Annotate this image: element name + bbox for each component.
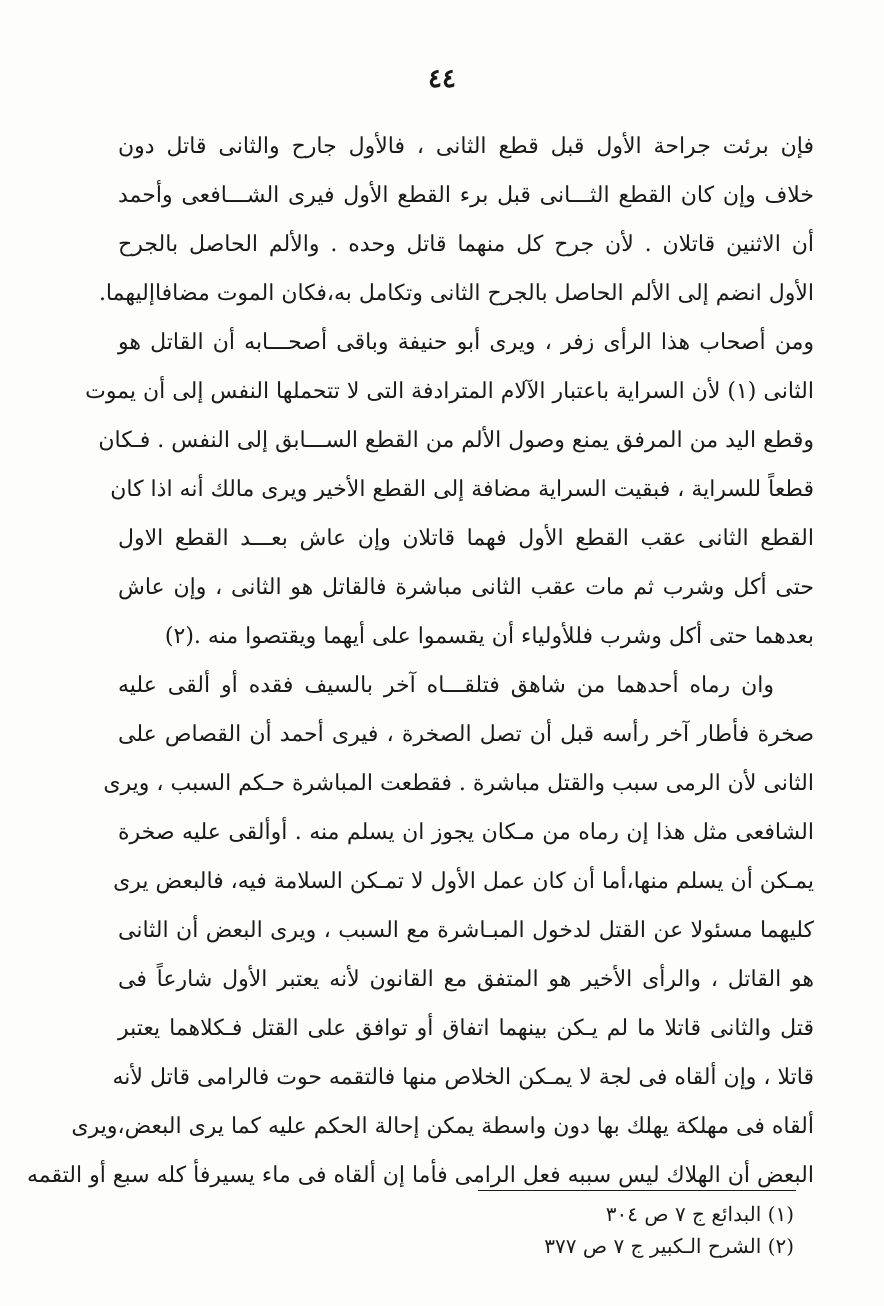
text-line: الثانى لأن الرمى سبب والقتل مباشرة . فقطعت المباشرة حـكم السبب ، ويرى <box>103 771 814 796</box>
text-line: الثانى (١) لأن السراية باعتبار الآلام المترادفة التى لا تتحملها النفس إلى أن يموت <box>85 379 814 404</box>
text-line: أن الاثنين قاتلان . لأن جرح كل منهما قاتل وحده . والألم الحاصل بالجرح <box>118 232 814 257</box>
footnotes <box>420 1198 794 1262</box>
text-line: وان رماه أحدهما من شاهق فتلقـــاه آخر بالسيف فقده أو ألقى عليه <box>118 673 774 698</box>
text-line: قطعاً للسراية ، فبقيت السراية مضافة إلى القطع الأخير ويرى مالك أنه اذا كان <box>110 477 814 502</box>
text-line: حتى أكل وشرب ثم مات عقب الثانى مباشرة فالقاتل هو الثانى ، وإن عاش <box>118 575 814 600</box>
body-text <box>26 122 814 1200</box>
text-line: بعدهما حتى أكل وشرب فللأولياء أن يقسموا على أيهما ويقتصوا منه .(٢) <box>164 624 814 649</box>
text-line: القطع الثانى عقب القطع الأول فهما قاتلان وإن عاش بعـــد القطع الاول <box>118 526 814 551</box>
text-line: البعض أن الهلاك ليس سببه فعل الرامى فأما إن ألقاه فى ماء يسيرفأ كله سبع أو التقمه <box>26 1163 814 1188</box>
page-number: ٤٤ <box>428 64 456 94</box>
text-line: قتل والثانى قاتلا ما لم يـكن بينهما اتفاق أو توافق على القتل فـكلاهما يعتبر <box>118 1016 814 1041</box>
text-line: كليهما مسئولا عن القتل لدخول المبـاشرة مع السبب ، ويرى البعض أن الثانى <box>118 918 814 943</box>
text-line: الشافعى مثل هذا إن رماه من مـكان يجوز ان يسلم منه . أوألقى عليه صخرة <box>118 820 814 845</box>
text-line: ومن أصحاب هذا الرأى زفر ، ويرى أبو حنيفة وباقى أصحـــابه أن القاتل هو <box>118 330 814 355</box>
text-line: خلاف وإن كان القطع الثـــانى قبل برء القطع الأول فيرى الشـــافعى وأحمد <box>118 183 814 208</box>
footnote: (٢) الشرح الـكبير ج ٧ ص ٣٧٧ <box>544 1234 794 1258</box>
text-line: فإن برئت جراحة الأول قبل قطع الثانى ، فالأول جارح والثانى قاتل دون <box>118 134 814 159</box>
text-line: ألقاه فى مهلكة يهلك بها دون واسطة يمكن إحالة الحكم عليه كما يرى البعض،ويرى <box>71 1114 814 1139</box>
footnote-divider <box>478 1190 796 1191</box>
text-line: هو القاتل ، والرأى الأخير هو المتفق مع القانون لأنه يعتبر الأول شارعاً فى <box>118 967 814 992</box>
text-line: يمـكن أن يسلم منها،أما أن كان عمل الأول لا تمـكن السلامة فيه، فالبعض يرى <box>113 869 814 894</box>
text-line: الأول انضم إلى الألم الحاصل بالجرح الثانى وتكامل به،فكان الموت مضافاإليهما. <box>98 281 814 306</box>
text-line: قاتلا ، وإن ألقاه فى لجة لا يمـكن الخلاص منها فالتقمه حوت فالرامى قاتل لأنه <box>112 1065 814 1090</box>
text-line: صخرة فأطار آخر رأسه قبل أن تصل الصخرة ، فيرى أحمد أن القصاص على <box>118 722 814 747</box>
text-line: وقطع اليد من المرفق يمنع وصول الألم من القطع الســـابق إلى النفس . فـكان <box>98 428 814 453</box>
footnote: (١) البدائع ج ٧ ص ٣٠٤ <box>605 1202 794 1226</box>
